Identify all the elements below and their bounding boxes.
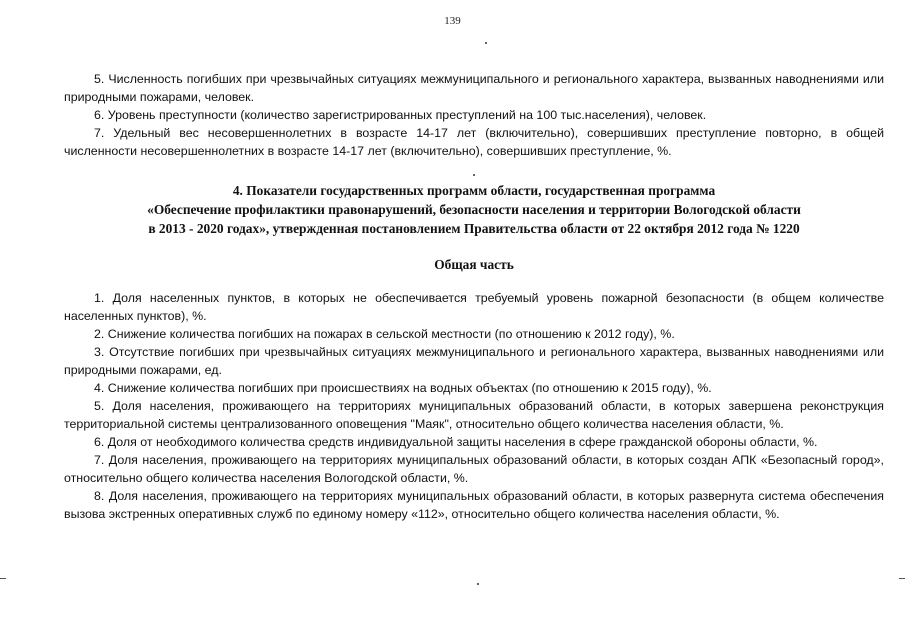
page-number: 139 [444,15,461,27]
list-item: 5. Численность погибших при чрезвычайных ситуациях межмуниципального и регионального характера, вызванных наводнениями или природными пожарами, человек. [64,72,884,104]
scan-edge-mark-right [899,578,905,579]
scan-speck [473,174,475,176]
list-item: 8. Доля населения, проживающего на территориях муниципальных образований области, в которых развернута система обеспечения вызова экстренных оперативных служб по единому номеру «112», относительно общего количества населения области, %. [64,489,884,521]
scan-edge-mark-left [0,578,6,579]
list-item: 7. Удельный вес несовершеннолетних в возрасте 14-17 лет (включительно), совершивших преступление повторно, в общей численности несовершеннолетних в возрасте 14-17 лет (включительно), совершивших преступление, %. [64,126,884,158]
subheading-general-part: Общая часть [434,257,514,272]
section-heading-line: 4. Показатели государственных программ области, государственная программа [232,183,716,198]
scan-speck [477,583,479,585]
list-item: 6. Уровень преступности (количество зарегистрированных преступлений на 100 тыс.населения), человек. [94,108,707,122]
scan-speck [485,42,487,44]
list-item: 7. Доля населения, проживающего на территориях муниципальных образований области, в которых создан АПК «Безопасный город», относительно общего количества населения Вологодской области, %. [64,453,884,485]
list-item: 1. Доля населенных пунктов, в которых не обеспечивается требуемый уровень пожарной безопасности (в общем количестве населенных пунктов), %. [64,291,884,323]
list-item: 3. Отсутствие погибших при чрезвычайных ситуациях межмуниципального и регионального характера, вызванных наводнениями или природными пожарами, ед. [64,345,884,377]
list-item: 4. Снижение количества погибших при происшествиях на водных объектах (по отношению к 2015 году), %. [94,381,712,395]
list-item: 5. Доля населения, проживающего на территориях муниципальных образований области, в которых завершена реконструкция территориальной системы централизованного оповещения "Маяк", относительно общего количества населения области, %. [64,399,884,431]
section-heading-line: «Обеспечение профилактики правонарушений, безопасности населения и территории Вологодской области [147,202,801,217]
program-indicator-list [64,289,884,523]
section-heading-line: в 2013 - 2020 годах», утвержденная постановлением Правительства области от 22 октября 2012 года № 1220 [148,221,800,236]
top-indicator-list [64,70,884,160]
list-item: 2. Снижение количества погибших на пожарах в сельской местности (по отношению к 2012 году), %. [94,327,675,341]
list-item: 6. Доля от необходимого количества средств индивидуальной защиты населения в сфере гражданской обороны области, %. [94,435,818,449]
section-heading [64,181,884,238]
